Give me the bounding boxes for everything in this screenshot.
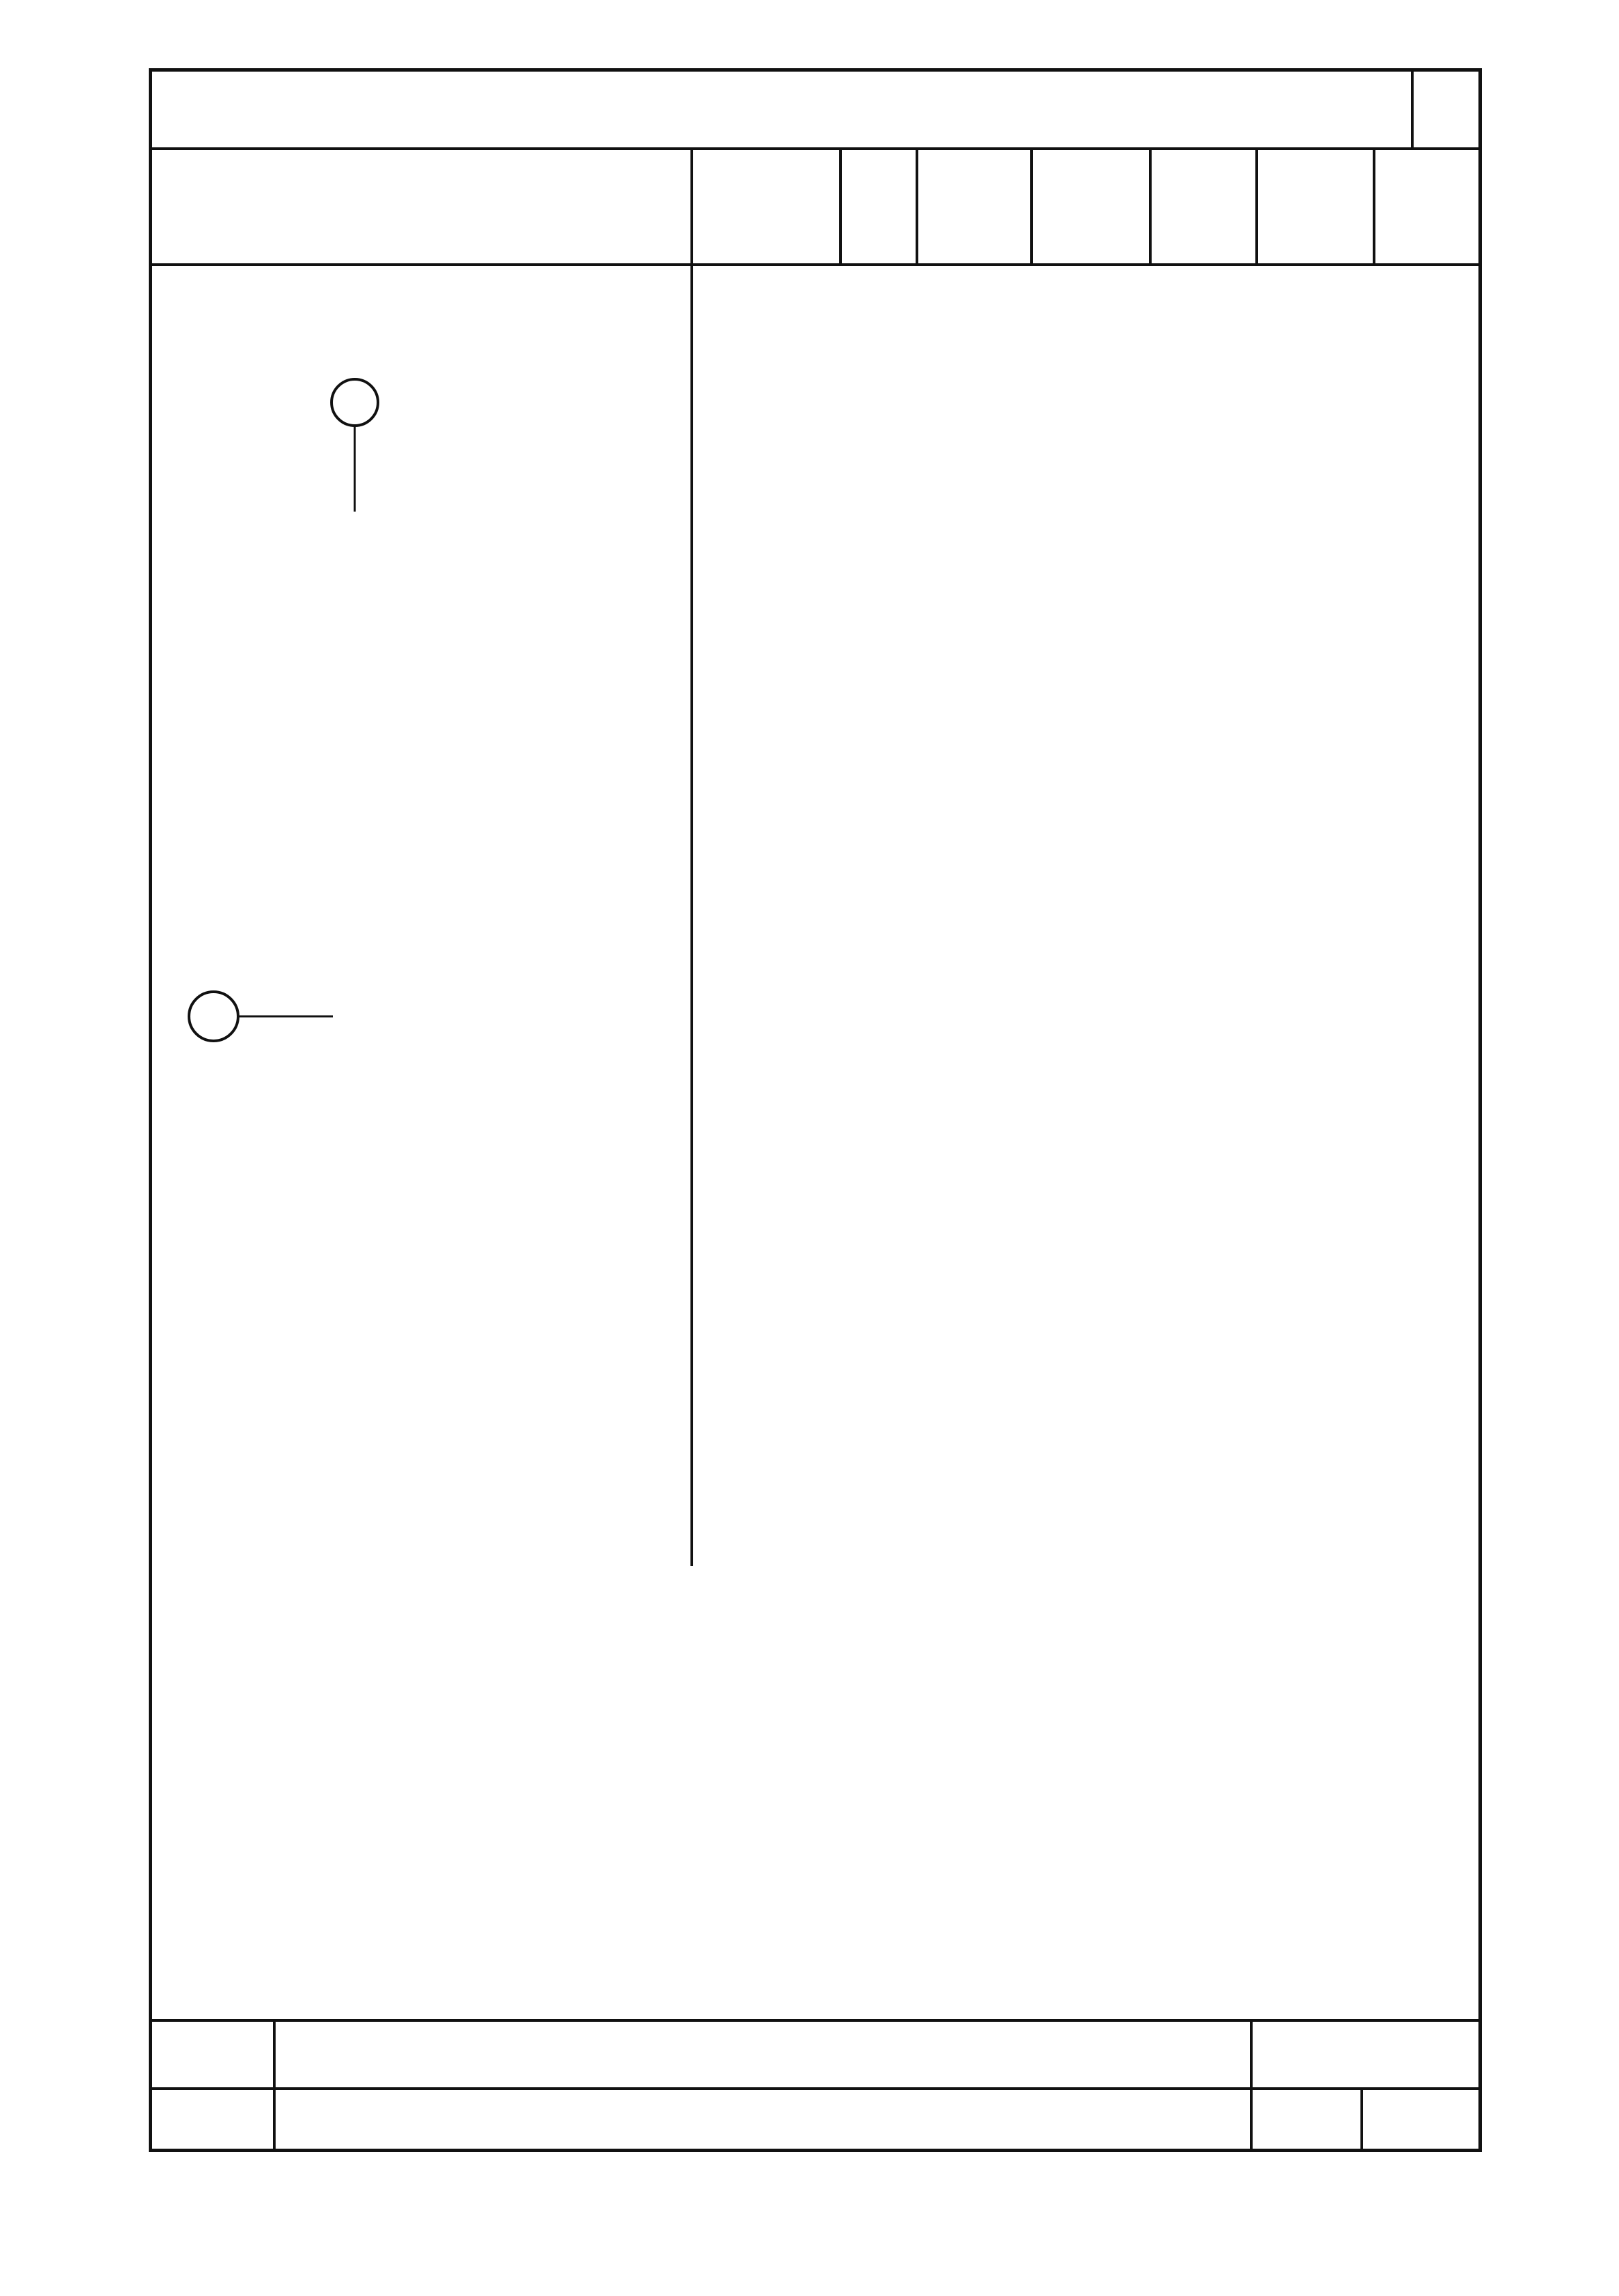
hdr-divider [1255,147,1258,266]
hdr-divider [1030,147,1033,266]
hdr-divider [1373,147,1375,266]
hdr-divider [916,147,918,266]
title-page-divider [1411,68,1414,149]
stamp-left-divider [273,2019,276,2152]
sketch-table-divider [690,147,693,1566]
hdr-divider [839,147,842,266]
callout-1-circle [189,992,238,1041]
hdr-divider [1149,147,1152,266]
hdr-bottom [690,263,1482,266]
stamp-right-divider [1250,2019,1253,2152]
mesh-sketch [149,266,690,1698]
callout-2-circle [332,379,378,426]
title-underline [149,147,1482,150]
stamp-top [149,2019,1482,2022]
stamp-mid [149,2087,1482,2090]
stamp-issue-divider [1360,2087,1363,2152]
